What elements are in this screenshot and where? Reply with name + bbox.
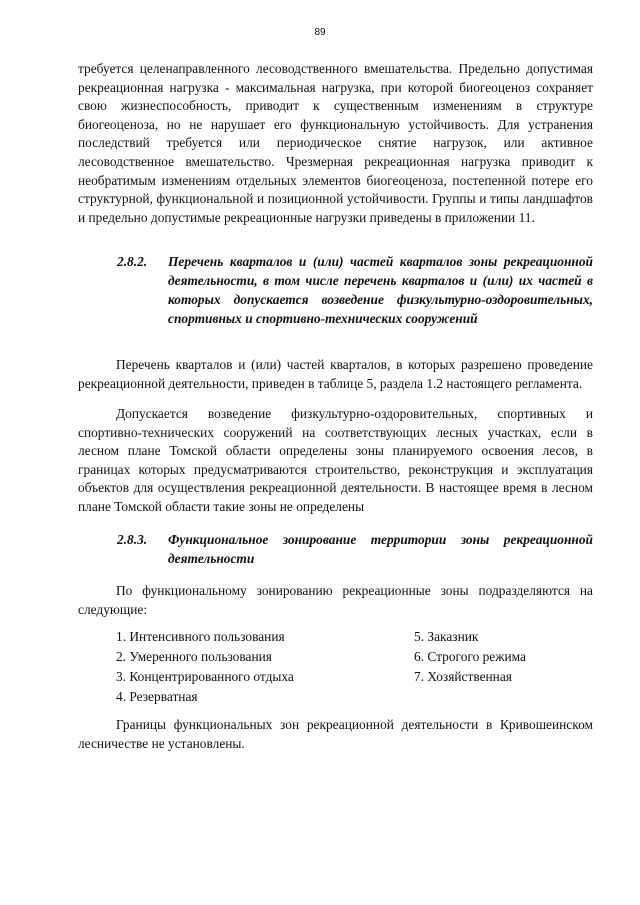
section-number: 2.8.3.: [117, 532, 148, 547]
section-title: Функциональное зонирование территории зоны рекреационной деятельности: [168, 532, 593, 566]
section-2-8-2-paragraph-1: Перечень кварталов и (или) частей кварталов, в которых разрешено проведение рекреационной деятельности, приведен в таблице 5, раздела 1.2 настоящего регламента.: [78, 357, 593, 391]
zone-item: 2. Умеренного пользования: [116, 649, 272, 664]
section-title: Перечень кварталов и (или) частей кварталов зоны рекреационной деятельности, в том числе перечень кварталов и (или) их частей в которых допускается возведение физкультурно-оздоровительных, спортивных и спортивно-технических сооружений: [168, 254, 593, 326]
section-2-8-3-paragraph-1: По функциональному зонированию рекреационные зоны подразделяются на следующие:: [78, 583, 593, 617]
page-number: 89: [314, 27, 326, 38]
section-2-8-3-paragraph-2: Границы функциональных зон рекреационной деятельности в Кривошеинском лесничестве не установлены.: [78, 717, 593, 751]
zone-item: 4. Резерватная: [116, 689, 198, 704]
zone-item: 7. Хозяйственная: [414, 669, 512, 684]
section-2-8-2-heading: [117, 252, 593, 328]
zone-item: 6. Строгого режима: [414, 649, 526, 664]
section-2-8-3-heading: [117, 530, 593, 568]
section-number: 2.8.2.: [117, 254, 148, 269]
zone-item: 1. Интенсивного пользования: [116, 629, 285, 644]
zone-list: [116, 627, 596, 707]
zone-item: 5. Заказник: [414, 629, 479, 644]
intro-paragraph: требуется целенаправленного лесоводственного вмешательства. Предельно допустимая рекреационная нагрузка - максимальная нагрузка, при которой биогеоценоз сохраняет свою жизнеспособность, приводит к существенным изменениям в структуре биогеоценоза, но не нарушает его функциональную устойчивость. Для устранения последствий требуется или периодическое снятие нагрузок, или активное лесоводственное вмешательство. Чрезмерная рекреационная нагрузка приводит к необратимым изменениям отдельных элементов биогеоценоза, постепенной потере его структурной, функциональной и позиционной устойчивости. Группы и типы ландшафтов и предельно допустимые рекреационные нагрузки приведены в приложении 11.: [78, 61, 593, 225]
section-2-8-2-paragraph-2: Допускается возведение физкультурно-оздоровительных, спортивных и спортивно-технических сооружений на соответствующих лесных участках, если в лесном плане Томской области определены зоны планируемого освоения лесов, в границах которых предусматриваются строительство, реконструкция и эксплуатация объектов для осуществления рекреационной деятельности. В настоящее время в лесном плане Томской области такие зоны не определены: [78, 406, 593, 514]
zone-item: 3. Концентрированного отдыха: [116, 669, 294, 684]
